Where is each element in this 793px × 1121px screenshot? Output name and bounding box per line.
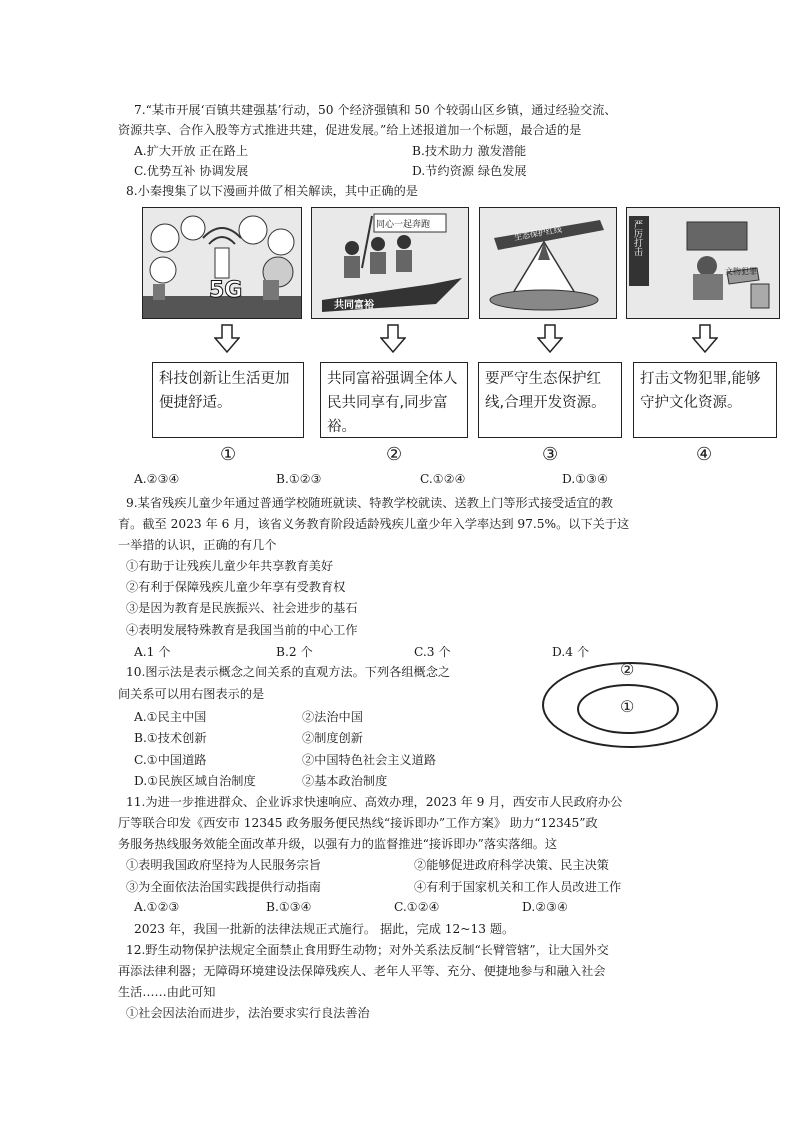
q11-item-2: ②能够促进政府科学决策、民主决策	[414, 858, 609, 872]
q7-stem-line1: 7.“某市开展‘百镇共建强基’行动，50 个经济强镇和 50 个较弱山区乡镇，通过经验交流、	[134, 103, 617, 117]
q12-stem-line1: 12.野生动物保护法规定全面禁止食用野生动物；对外关系法反制“长臂管辖”，让大国外交	[126, 943, 609, 957]
q9-stem-line2: 育。截至 2023 年 6 月，该省义务教育阶段适龄残疾儿童少年入学率达到 97.5%。以下关于这	[118, 517, 630, 531]
q11-stem-line2: 厅等联合印发《西安市 12345 政务服务便民热线“接诉即办”工作方案》 助力“12345”政	[118, 816, 598, 830]
cartoon-panel-ecology	[479, 207, 617, 319]
q11-item-1: ①表明我国政府坚持为人民服务宗旨	[126, 858, 321, 872]
down-arrow-icon	[692, 324, 718, 354]
cartoon-panel-relics	[626, 207, 780, 319]
q9-option-c: C.3 个	[414, 645, 451, 659]
q10-option-c-1: C.①中国道路	[134, 753, 207, 767]
q9-item-4: ④表明发展特殊教育是我国当前的中心工作	[126, 623, 358, 637]
caption-number-3: ③	[542, 444, 559, 465]
q9-option-a: A.1 个	[134, 645, 171, 659]
q10-option-d-2: ②基本政治制度	[302, 774, 388, 788]
down-arrow-icon	[537, 324, 563, 354]
caption-number-1: ①	[220, 444, 237, 465]
down-arrow-icon	[380, 324, 406, 354]
cartoon-relics-label: 文物犯罪	[725, 267, 757, 276]
q9-item-2: ②有利于保障残疾儿童少年享有受教育权	[126, 580, 346, 594]
caption-box-4: 打击文物犯罪,能够守护文化资源。	[633, 362, 777, 438]
caption-box-2: 共同富裕强调全体人民共同享有,同步富裕。	[320, 362, 468, 438]
q7-option-d: D.节约资源 绿色发展	[412, 164, 527, 178]
q9-item-3: ③是因为教育是民族振兴、社会进步的基石	[126, 601, 358, 615]
q7-option-b: B.技术助力 激发潜能	[412, 144, 527, 158]
q8-stem: 8.小秦搜集了以下漫画并做了相关解读，其中正确的是	[126, 184, 418, 198]
q11-option-b: B.①③④	[266, 900, 312, 914]
q10-option-c-2: ②中国特色社会主义道路	[302, 753, 437, 767]
cartoon-relics-banner: 严厉打击	[632, 220, 642, 256]
q10-option-b-2: ②制度创新	[302, 731, 363, 745]
caption-box-1: 科技创新让生活更加便捷舒适。	[152, 362, 304, 438]
cartoon-5g-label: 5G	[209, 278, 243, 303]
q7-option-c: C.优势互补 协调发展	[134, 164, 249, 178]
caption-number-2: ②	[386, 444, 403, 465]
q9-option-d: D.4 个	[552, 645, 590, 659]
q10-option-a-2: ②法治中国	[302, 710, 363, 724]
cartoon-ecology-label: 生态保护红线	[513, 224, 563, 243]
caption-number-4: ④	[696, 444, 713, 465]
q11-option-a: A.①②③	[134, 900, 180, 914]
q11-item-3: ③为全面依法治国实践提供行动指南	[126, 880, 321, 894]
q11-stem-line1: 11.为进一步推进群众、企业诉求快速响应、高效办理，2023 年 9 月，西安市人民政府办公	[126, 795, 623, 809]
q9-stem-line3: 一举措的认识，正确的有几个	[118, 538, 277, 552]
venn-outer-label: ②	[620, 660, 635, 679]
q12-13-intro: 2023 年，我国一批新的法律法规正式施行。 据此，完成 12~13 题。	[134, 922, 515, 936]
q8-option-a: A.②③④	[134, 472, 180, 486]
q10-option-b-1: B.①技术创新	[134, 731, 207, 745]
q10-stem-line1: 10.图示法是表示概念之间关系的直观方法。下列各组概念之	[126, 665, 451, 679]
cartoon-banner-text: 同心一起奔跑	[376, 220, 431, 230]
q12-stem-line2: 再添法律利器；无障碍环境建设法保障残疾人、老年人平等、充分、便捷地参与和融入社会	[118, 964, 606, 978]
q11-stem-line3: 务服务热线服务效能全面改革升级，以强有力的监督推进“接诉即办”落实落细。这	[118, 837, 558, 851]
cartoon-common-prosperity-label: 共同富裕	[334, 300, 374, 311]
down-arrow-icon	[214, 324, 240, 354]
q8-option-c: C.①②④	[420, 472, 466, 486]
caption-box-3: 要严守生态保护红线,合理开发资源。	[478, 362, 622, 438]
q7-stem-line2: 资源共享、合作入股等方式推进共建，促进发展。”给上述报道加一个标题，最合适的是	[118, 123, 582, 137]
q11-option-c: C.①②④	[394, 900, 440, 914]
q8-option-b: B.①②③	[276, 472, 322, 486]
q9-item-1: ①有助于让残疾儿童少年共享教育美好	[126, 559, 334, 573]
venn-inner-label: ①	[620, 697, 635, 716]
q10-stem-line2: 间关系可以用右图表示的是	[118, 687, 265, 701]
cartoon-relics-drawing	[627, 208, 779, 318]
cartoon-panel-common-prosperity	[311, 207, 469, 319]
cartoon-panel-5g	[142, 207, 302, 319]
q10-option-a-1: A.①民主中国	[134, 710, 207, 724]
q10-option-d-1: D.①民族区域自治制度	[134, 774, 256, 788]
q8-option-d: D.①③④	[562, 472, 608, 486]
cartoon-mountain-drawing	[480, 208, 616, 318]
q12-item-1: ①社会因法治而进步，法治要求实行良法善治	[126, 1006, 370, 1020]
q9-stem-line1: 9.某省残疾儿童少年通过普通学校随班就读、特教学校就读、送教上门等形式接受适宜的教	[126, 496, 613, 510]
q11-item-4: ④有利于国家机关和工作人员改进工作	[414, 880, 622, 894]
q11-option-d: D.②③④	[522, 900, 568, 914]
q12-stem-line3: 生活……由此可知	[118, 985, 216, 999]
q7-option-a: A.扩大开放 正在路上	[134, 144, 249, 158]
q9-option-b: B.2 个	[276, 645, 313, 659]
